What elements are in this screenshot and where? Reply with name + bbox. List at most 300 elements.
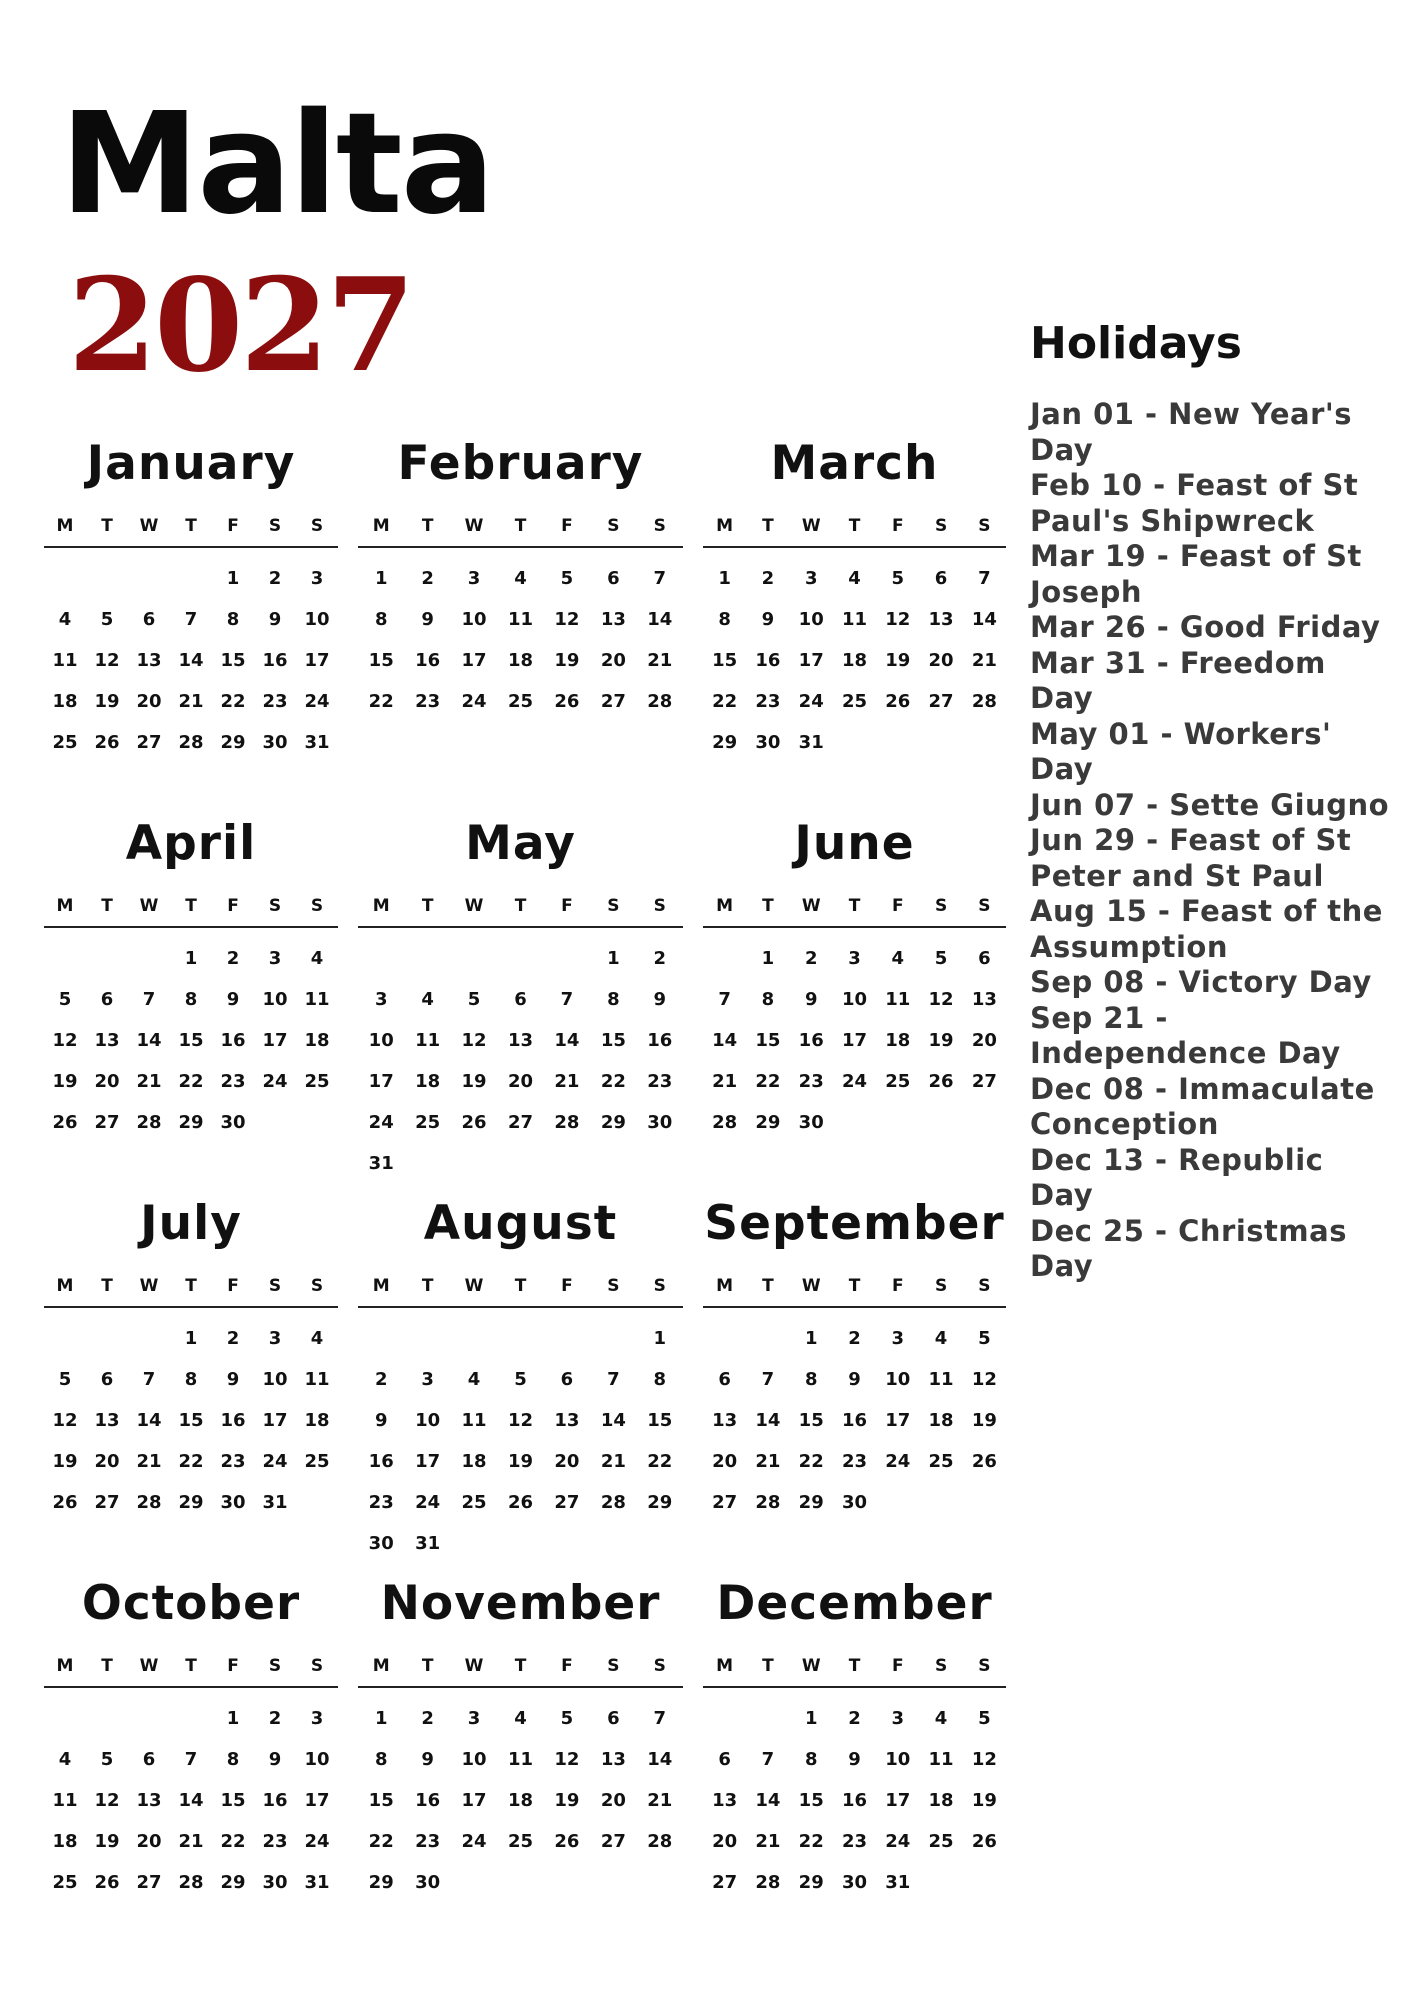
day-cell: 21 xyxy=(554,1071,580,1092)
day-cell: 14 xyxy=(136,1410,162,1431)
day-cell: 7 xyxy=(761,1369,775,1390)
day-cell: 13 xyxy=(136,1790,162,1811)
day-cell: 15 xyxy=(178,1410,204,1431)
weekday-header: S xyxy=(607,1656,620,1676)
day-cell: 31 xyxy=(304,1872,330,1893)
day-cell: 29 xyxy=(600,1112,626,1133)
day-cell: 16 xyxy=(262,1790,288,1811)
day-cell: 14 xyxy=(647,609,673,630)
day-cell: 31 xyxy=(885,1872,911,1893)
weekday-header: S xyxy=(653,516,666,536)
day-cell: 11 xyxy=(928,1749,954,1770)
day-cell: 5 xyxy=(978,1328,991,1349)
weekday-header: S xyxy=(653,896,666,916)
weekday-header: S xyxy=(978,896,991,916)
weekday-header-row xyxy=(358,516,683,548)
day-cell: 22 xyxy=(178,1071,204,1092)
empty-day-cell xyxy=(451,1318,497,1359)
empty-day-cell xyxy=(404,938,450,979)
day-cell: 3 xyxy=(268,948,282,969)
day-cell: 30 xyxy=(798,1112,824,1133)
day-cell: 14 xyxy=(971,609,997,630)
day-cell: 15 xyxy=(647,1410,673,1431)
day-cell: 7 xyxy=(184,609,198,630)
weekday-header: M xyxy=(372,1276,390,1296)
month-june xyxy=(703,816,1006,1200)
day-cell: 10 xyxy=(304,1749,330,1770)
day-cell: 10 xyxy=(885,1749,911,1770)
day-cell: 30 xyxy=(368,1533,394,1554)
weekday-header: M xyxy=(56,1276,74,1296)
month-name: May xyxy=(465,816,576,871)
weekday-header: T xyxy=(185,1276,197,1296)
day-cell: 27 xyxy=(136,732,162,753)
weekday-header: S xyxy=(653,1656,666,1676)
weekday-header: M xyxy=(372,896,390,916)
day-cell: 16 xyxy=(647,1030,673,1051)
day-cell: 31 xyxy=(415,1533,441,1554)
day-cell: 24 xyxy=(304,691,330,712)
empty-day-cell xyxy=(746,1318,789,1359)
weekday-header: S xyxy=(934,1656,948,1676)
day-cell: 24 xyxy=(304,1831,330,1852)
day-cell: 14 xyxy=(647,1749,673,1770)
day-cell: 28 xyxy=(554,1112,580,1133)
holiday-item: Dec 13 - Republic Day xyxy=(1030,1142,1324,1212)
day-cell: 17 xyxy=(415,1451,441,1472)
day-cell: 3 xyxy=(891,1708,905,1729)
empty-day-cell xyxy=(358,1318,404,1359)
day-cell: 16 xyxy=(262,650,288,671)
weekday-header: T xyxy=(514,516,527,536)
day-cell: 11 xyxy=(507,1749,534,1770)
month-name: December xyxy=(716,1576,993,1631)
day-cell: 18 xyxy=(507,650,534,671)
day-cell: 25 xyxy=(52,1872,78,1893)
day-cell: 23 xyxy=(415,691,441,712)
day-cell: 21 xyxy=(647,1790,673,1811)
day-cell: 5 xyxy=(100,1749,114,1770)
day-cell: 10 xyxy=(798,609,824,630)
day-cell: 17 xyxy=(841,1030,868,1051)
months-grid xyxy=(44,436,1005,1960)
weekday-header: F xyxy=(891,1276,904,1296)
weekday-header: S xyxy=(268,1276,282,1296)
weekday-header: F xyxy=(561,1276,573,1296)
day-cell: 13 xyxy=(971,989,997,1010)
day-cell: 28 xyxy=(755,1492,781,1513)
day-cell: 1 xyxy=(804,1328,818,1349)
day-cell: 21 xyxy=(755,1831,781,1852)
day-cell: 1 xyxy=(184,1328,198,1349)
day-cell: 8 xyxy=(374,609,388,630)
weekday-header: W xyxy=(464,896,484,916)
day-cell: 21 xyxy=(600,1451,626,1472)
day-cell: 4 xyxy=(934,1708,948,1729)
holiday-item: May 01 - Workers' Day xyxy=(1030,716,1332,786)
day-cell: 20 xyxy=(94,1071,120,1092)
day-cell: 2 xyxy=(421,568,434,589)
holiday-item: Dec 08 - Immaculate Conception xyxy=(1030,1071,1375,1141)
empty-day-cell xyxy=(86,1318,128,1359)
day-cell: 29 xyxy=(798,1492,824,1513)
weekday-header: F xyxy=(561,1656,573,1676)
day-cell: 23 xyxy=(415,1831,441,1852)
day-cell: 15 xyxy=(368,650,394,671)
day-cell: 4 xyxy=(421,989,434,1010)
day-cell: 14 xyxy=(755,1790,781,1811)
day-cell: 3 xyxy=(467,568,481,589)
month-name: November xyxy=(380,1576,661,1631)
day-cell: 18 xyxy=(507,1790,534,1811)
day-cell: 7 xyxy=(718,989,731,1010)
day-cell: 12 xyxy=(52,1030,78,1051)
day-cell: 19 xyxy=(94,691,120,712)
weekday-header: M xyxy=(56,896,74,916)
day-cell: 24 xyxy=(885,1831,911,1852)
weekday-header: W xyxy=(139,1656,159,1676)
day-cell: 18 xyxy=(52,1831,78,1852)
weekday-header: T xyxy=(762,1656,774,1676)
day-cell: 22 xyxy=(178,1451,204,1472)
weekday-header: M xyxy=(56,1656,74,1676)
weekday-header: F xyxy=(227,1656,239,1676)
day-cell: 19 xyxy=(971,1790,997,1811)
day-cell: 18 xyxy=(52,691,78,712)
day-cell: 10 xyxy=(841,989,868,1010)
day-cell: 20 xyxy=(507,1071,534,1092)
day-cell: 6 xyxy=(718,1749,731,1770)
day-cell: 10 xyxy=(415,1410,441,1431)
weekday-header: T xyxy=(421,1656,434,1676)
month-july xyxy=(44,1196,338,1580)
day-cell: 20 xyxy=(136,691,162,712)
weekday-header: T xyxy=(421,1276,434,1296)
holidays-panel xyxy=(1030,318,1390,1285)
month-january xyxy=(44,436,338,820)
day-cell: 7 xyxy=(142,989,156,1010)
day-cell: 4 xyxy=(934,1328,948,1349)
weekday-header: S xyxy=(310,1276,324,1296)
weekday-header: T xyxy=(421,896,434,916)
day-cell: 28 xyxy=(712,1112,738,1133)
day-cell: 22 xyxy=(712,691,738,712)
day-cell: 4 xyxy=(514,568,527,589)
day-cell: 20 xyxy=(554,1451,580,1472)
day-cell: 3 xyxy=(268,1328,282,1349)
holiday-item: Jan 01 - New Year's Day xyxy=(1030,397,1353,467)
day-cell: 21 xyxy=(647,650,673,671)
day-cell: 7 xyxy=(607,1369,620,1390)
weekday-header: S xyxy=(607,896,620,916)
day-cell: 26 xyxy=(554,691,580,712)
day-cell: 6 xyxy=(978,948,991,969)
day-cell: 5 xyxy=(467,989,481,1010)
day-cell: 17 xyxy=(798,650,824,671)
weekday-header: T xyxy=(514,896,527,916)
day-cell: 3 xyxy=(310,568,324,589)
weekday-header: W xyxy=(801,896,821,916)
day-cell: 4 xyxy=(467,1369,481,1390)
day-cell: 9 xyxy=(848,1369,861,1390)
day-cell: 17 xyxy=(885,1410,911,1431)
day-cell: 15 xyxy=(798,1410,824,1431)
day-cell: 11 xyxy=(52,1790,78,1811)
day-cell: 20 xyxy=(971,1030,997,1051)
day-cell: 15 xyxy=(368,1790,394,1811)
day-cell: 13 xyxy=(554,1410,580,1431)
day-cell: 23 xyxy=(220,1451,246,1472)
day-cell: 31 xyxy=(368,1153,394,1174)
day-cell: 9 xyxy=(848,1749,861,1770)
day-cell: 26 xyxy=(94,1872,120,1893)
day-cell: 11 xyxy=(507,609,534,630)
day-cell: 12 xyxy=(554,1749,580,1770)
day-cell: 26 xyxy=(52,1492,78,1513)
day-cell: 19 xyxy=(554,1790,580,1811)
day-cell: 15 xyxy=(798,1790,824,1811)
day-cell: 11 xyxy=(841,609,868,630)
day-cell: 14 xyxy=(178,1790,204,1811)
month-name: March xyxy=(770,436,939,491)
weekday-header: W xyxy=(801,516,821,536)
weekday-header: T xyxy=(101,1276,113,1296)
empty-day-cell xyxy=(590,1318,636,1359)
day-cell: 17 xyxy=(885,1790,911,1811)
weekday-header: F xyxy=(891,896,904,916)
weekday-header: T xyxy=(185,896,197,916)
month-name: January xyxy=(86,436,296,491)
day-cell: 22 xyxy=(600,1071,626,1092)
day-cell: 20 xyxy=(600,650,626,671)
day-cell: 24 xyxy=(841,1071,868,1092)
day-cell: 2 xyxy=(653,948,667,969)
month-name: June xyxy=(794,816,915,871)
weekday-header: S xyxy=(934,896,948,916)
day-cell: 29 xyxy=(178,1492,204,1513)
day-cell: 18 xyxy=(304,1030,330,1051)
day-cell: 13 xyxy=(600,1749,626,1770)
day-cell: 22 xyxy=(647,1451,673,1472)
day-cell: 8 xyxy=(804,1749,818,1770)
day-cell: 15 xyxy=(600,1030,626,1051)
day-cell: 15 xyxy=(220,1790,246,1811)
day-cell: 8 xyxy=(761,989,775,1010)
holiday-item: Jun 29 - Feast of St Peter and St Paul xyxy=(1030,823,1352,893)
weekday-header: S xyxy=(607,516,620,536)
weekday-header: F xyxy=(561,516,573,536)
day-cell: 26 xyxy=(554,1831,580,1852)
day-cell: 27 xyxy=(600,691,626,712)
day-cell: 26 xyxy=(928,1071,954,1092)
day-cell: 22 xyxy=(220,691,246,712)
day-cell: 6 xyxy=(934,568,948,589)
day-cell: 6 xyxy=(100,989,114,1010)
day-cell: 18 xyxy=(885,1030,911,1051)
weekday-header: M xyxy=(372,1656,390,1676)
day-cell: 10 xyxy=(368,1030,394,1051)
weekday-header-row xyxy=(703,516,1006,548)
empty-day-cell xyxy=(128,1318,170,1359)
day-grid xyxy=(44,1318,338,1523)
weekday-header: W xyxy=(801,1276,821,1296)
weekday-header: T xyxy=(101,1656,113,1676)
day-cell: 9 xyxy=(226,1369,240,1390)
day-cell: 4 xyxy=(848,568,861,589)
day-cell: 8 xyxy=(226,1749,240,1770)
weekday-header: T xyxy=(848,516,861,536)
day-cell: 26 xyxy=(885,691,911,712)
day-cell: 19 xyxy=(971,1410,997,1431)
day-cell: 31 xyxy=(304,732,330,753)
weekday-header: S xyxy=(310,516,324,536)
day-cell: 9 xyxy=(761,609,775,630)
day-cell: 11 xyxy=(304,1369,330,1390)
day-cell: 5 xyxy=(560,1708,574,1729)
day-cell: 7 xyxy=(653,568,667,589)
day-cell: 27 xyxy=(971,1071,997,1092)
holiday-item: Mar 31 - Freedom Day xyxy=(1030,645,1326,715)
weekday-header: S xyxy=(268,896,282,916)
day-cell: 19 xyxy=(461,1071,487,1092)
day-cell: 16 xyxy=(415,650,441,671)
day-cell: 2 xyxy=(848,1708,861,1729)
day-cell: 25 xyxy=(415,1112,441,1133)
day-cell: 7 xyxy=(560,989,574,1010)
day-cell: 25 xyxy=(461,1492,487,1513)
day-cell: 23 xyxy=(368,1492,394,1513)
day-cell: 16 xyxy=(798,1030,824,1051)
holiday-item: Sep 08 - Victory Day xyxy=(1030,965,1372,999)
day-cell: 12 xyxy=(52,1410,78,1431)
day-cell: 20 xyxy=(712,1831,738,1852)
holiday-item: Mar 19 - Feast of St Joseph xyxy=(1030,539,1362,609)
day-cell: 1 xyxy=(653,1328,667,1349)
day-grid xyxy=(358,1318,683,1564)
day-cell: 12 xyxy=(507,1410,534,1431)
day-cell: 23 xyxy=(841,1451,868,1472)
day-cell: 4 xyxy=(891,948,905,969)
holiday-item: Jun 07 - Sette Giugno xyxy=(1030,787,1390,822)
weekday-header: T xyxy=(762,896,774,916)
month-may xyxy=(358,816,683,1200)
weekday-header-row xyxy=(703,1276,1006,1308)
weekday-header: W xyxy=(139,896,159,916)
day-cell: 11 xyxy=(52,650,78,671)
day-cell: 14 xyxy=(178,650,204,671)
empty-day-cell xyxy=(44,558,86,599)
day-cell: 28 xyxy=(971,691,997,712)
day-cell: 3 xyxy=(891,1328,905,1349)
day-cell: 16 xyxy=(841,1790,868,1811)
day-cell: 31 xyxy=(262,1492,288,1513)
holiday-item: Sep 21 - Independence Day xyxy=(1030,1000,1341,1070)
weekday-header: S xyxy=(268,516,282,536)
weekday-header: M xyxy=(716,516,734,536)
day-cell: 15 xyxy=(712,650,738,671)
day-cell: 10 xyxy=(461,1749,487,1770)
day-cell: 25 xyxy=(841,691,868,712)
day-cell: 30 xyxy=(841,1492,868,1513)
day-cell: 19 xyxy=(885,650,911,671)
day-cell: 13 xyxy=(712,1790,738,1811)
day-cell: 8 xyxy=(226,609,240,630)
day-cell: 17 xyxy=(262,1410,288,1431)
day-cell: 8 xyxy=(184,1369,198,1390)
weekday-header: T xyxy=(514,1656,527,1676)
day-cell: 27 xyxy=(136,1872,162,1893)
weekday-header: S xyxy=(310,1656,324,1676)
day-grid xyxy=(358,558,683,722)
weekday-header: S xyxy=(978,516,991,536)
day-cell: 9 xyxy=(653,989,667,1010)
weekday-header: W xyxy=(464,1276,484,1296)
day-cell: 3 xyxy=(421,1369,434,1390)
month-name: April xyxy=(125,816,257,871)
day-cell: 4 xyxy=(58,609,72,630)
day-cell: 25 xyxy=(52,732,78,753)
day-cell: 1 xyxy=(374,1708,388,1729)
day-cell: 17 xyxy=(461,650,487,671)
day-cell: 12 xyxy=(461,1030,487,1051)
day-grid xyxy=(44,938,338,1143)
day-cell: 25 xyxy=(507,691,534,712)
day-cell: 13 xyxy=(507,1030,534,1051)
day-cell: 27 xyxy=(554,1492,580,1513)
day-cell: 12 xyxy=(971,1369,997,1390)
empty-day-cell xyxy=(170,558,212,599)
day-cell: 17 xyxy=(368,1071,394,1092)
day-grid xyxy=(358,938,683,1184)
day-cell: 13 xyxy=(136,650,162,671)
day-cell: 20 xyxy=(928,650,954,671)
day-cell: 16 xyxy=(755,650,781,671)
empty-day-cell xyxy=(128,1698,170,1739)
day-grid xyxy=(44,1698,338,1903)
day-cell: 8 xyxy=(607,989,620,1010)
day-cell: 12 xyxy=(94,650,120,671)
day-cell: 26 xyxy=(461,1112,487,1133)
day-cell: 22 xyxy=(220,1831,246,1852)
day-cell: 27 xyxy=(507,1112,534,1133)
day-cell: 4 xyxy=(514,1708,527,1729)
day-cell: 29 xyxy=(220,1872,246,1893)
empty-day-cell xyxy=(358,938,404,979)
weekday-header: T xyxy=(101,896,113,916)
weekday-header-row xyxy=(703,1656,1006,1688)
day-cell: 25 xyxy=(304,1451,330,1472)
weekday-header: W xyxy=(464,1656,484,1676)
day-cell: 27 xyxy=(94,1112,120,1133)
empty-day-cell xyxy=(703,1698,746,1739)
weekday-header: T xyxy=(514,1276,527,1296)
day-cell: 3 xyxy=(374,989,388,1010)
weekday-header: W xyxy=(464,516,484,536)
month-name: August xyxy=(423,1196,618,1251)
day-cell: 2 xyxy=(374,1369,388,1390)
day-cell: 25 xyxy=(928,1451,954,1472)
day-cell: 23 xyxy=(841,1831,868,1852)
day-cell: 5 xyxy=(978,1708,991,1729)
month-august xyxy=(358,1196,683,1580)
day-cell: 16 xyxy=(415,1790,441,1811)
weekday-header: S xyxy=(653,1276,666,1296)
day-cell: 23 xyxy=(262,1831,288,1852)
empty-day-cell xyxy=(44,938,86,979)
day-grid xyxy=(703,938,1006,1143)
weekday-header: T xyxy=(848,1656,861,1676)
weekday-header: M xyxy=(716,1276,734,1296)
